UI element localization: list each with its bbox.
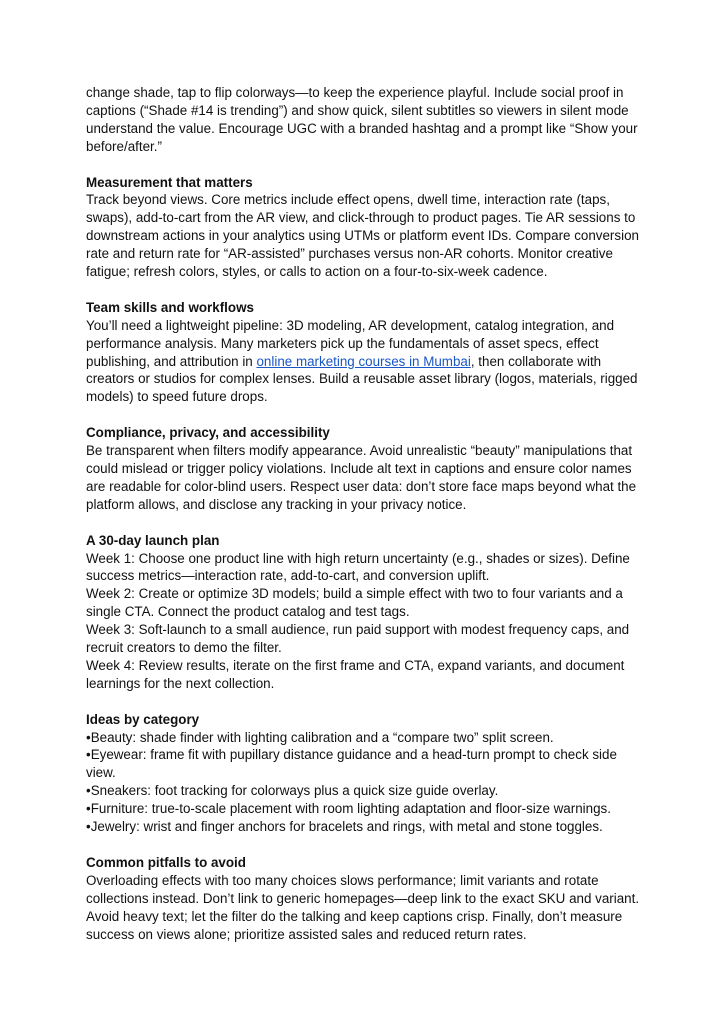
idea-item: •Eyewear: frame fit with pupillary distance guidance and a head-turn prompt to check side view. bbox=[86, 747, 617, 781]
body-text-before-link: You’ll need a lightweight pipeline: 3D modeling, AR development, catalog integration, and performance analysis. Many marketers pick up the fundamentals of asset specs, effect publishing, and attribution in bbox=[86, 317, 615, 369]
section-compliance bbox=[86, 424, 646, 514]
section-body bbox=[86, 317, 646, 407]
courses-link[interactable]: online marketing courses in Mumbai bbox=[256, 353, 471, 369]
idea-item: •Jewelry: wrist and finger anchors for bracelets and rings, with metal and stone toggles. bbox=[86, 819, 603, 835]
intro-paragraph: change shade, tap to flip colorways—to keep the experience playful. Include social proof in captions (“Shade #14 is trending”) and show quick, silent subtitles so viewers in silent mode understand the value. Encourage UGC with a branded hashtag and a prompt like “Show your before/after.” bbox=[86, 85, 638, 154]
week-item: Week 1: Choose one product line with high return uncertainty (e.g., shades or sizes). Define success metrics—interaction rate, add-to-cart, and conversion uplift. bbox=[86, 550, 630, 584]
section-heading: Compliance, privacy, and accessibility bbox=[86, 425, 330, 441]
section-heading: A 30-day launch plan bbox=[86, 532, 220, 548]
body-text-after-link: , then collaborate with creators or studios for complex lenses. Build a reusable asset library (logos, materials, rigged models) to speed future drops. bbox=[86, 353, 638, 405]
section-body: Be transparent when filters modify appearance. Avoid unrealistic “beauty” manipulations that could mislead or trigger policy violations. Include alt text in captions and ensure color names are readable for color-blind users. Respect user data: don’t store face maps beyond what the platform allows, and disclose any tracking in your privacy notice. bbox=[86, 443, 637, 512]
week-item: Week 2: Create or optimize 3D models; build a simple effect with two to four variants and a single CTA. Connect the product catalog and test tags. bbox=[86, 586, 623, 620]
section-launch-plan bbox=[86, 532, 646, 693]
idea-item: •Beauty: shade finder with lighting calibration and a “compare two” split screen. bbox=[86, 729, 554, 745]
section-heading: Ideas by category bbox=[86, 711, 200, 727]
section-ideas bbox=[86, 711, 646, 836]
section-team-skills bbox=[86, 299, 646, 406]
section-heading: Common pitfalls to avoid bbox=[86, 854, 246, 870]
idea-item: •Furniture: true-to-scale placement with room lighting adaptation and floor-size warnings. bbox=[86, 801, 611, 817]
section-measurement bbox=[86, 174, 646, 281]
document-page bbox=[86, 84, 646, 943]
idea-item: •Sneakers: foot tracking for colorways plus a quick size guide overlay. bbox=[86, 783, 499, 799]
section-pitfalls bbox=[86, 854, 646, 944]
week-item: Week 4: Review results, iterate on the first frame and CTA, expand variants, and document learnings for the next collection. bbox=[86, 657, 625, 691]
section-heading: Measurement that matters bbox=[86, 174, 253, 190]
section-heading: Team skills and workflows bbox=[86, 299, 254, 315]
section-body: Track beyond views. Core metrics include effect opens, dwell time, interaction rate (taps, swaps), add-to-cart from the AR view, and click-through to product pages. Tie AR sessions to downstream actions in your analytics using UTMs or platform event IDs. Compare conversion rate and return rate for “AR-assisted” purchases versus non-AR cohorts. Monitor creative fatigue; refresh colors, styles, or calls to action on a four-to-six-week cadence. bbox=[86, 192, 639, 280]
section-body: Overloading effects with too many choices slows performance; limit variants and rotate collections instead. Don’t link to generic homepages—deep link to the exact SKU and variant. Avoid heavy text; let the filter do the talking and keep captions crisp. Finally, don’t measure success on views alone; prioritize assisted sales and reduced return rates. bbox=[86, 872, 640, 942]
week-item: Week 3: Soft-launch to a small audience, run paid support with modest frequency caps, and recruit creators to demo the filter. bbox=[86, 622, 630, 656]
